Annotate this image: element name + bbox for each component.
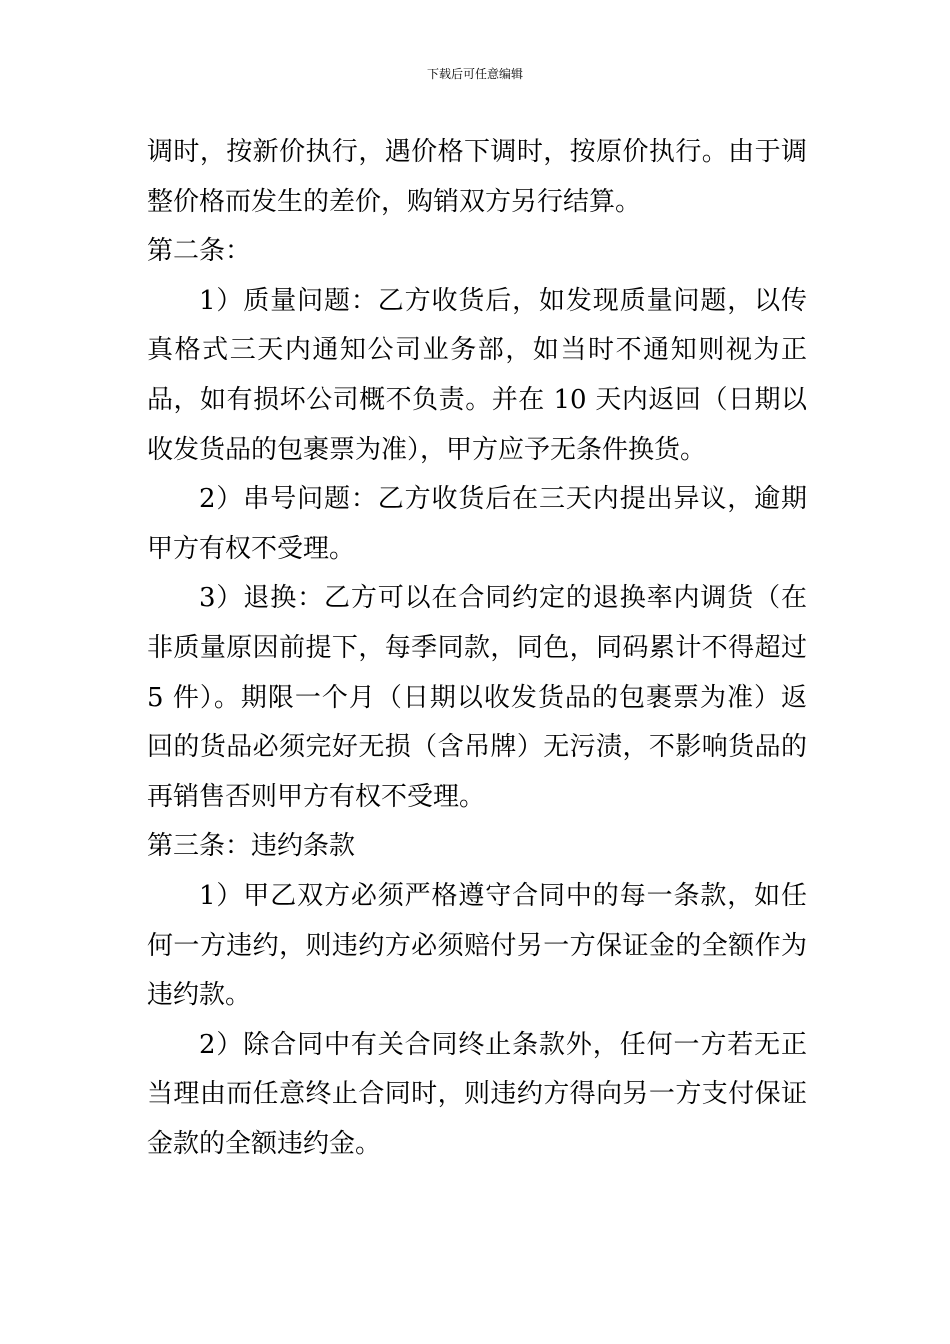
paragraph-breach-two: 2）除合同中有关合同终止条款外，任何一方若无正当理由而任意终止合同时，则违约方得向另一方支付保证金款的全额违约金。 — [147, 1029, 807, 1159]
paragraph-returns-exchange: 3）退换：乙方可以在合同约定的退换率内调货（在非质量原因前提下，每季同款，同色，同码累计不得超过 5 件）。期限一个月（日期以收发货品的包裹票为准）返回的货品必须完好无损（含吊牌）无污渍，不影响货品的再销售否则甲方有权不受理。 — [147, 583, 807, 812]
heading-article-three: 第三条：违约条款 — [147, 831, 356, 862]
paragraph-quality-issue: 1）质量问题：乙方收货后，如发现质量问题，以传真格式三天内通知公司业务部，如当时不通知则视为正品，如有损坏公司概不负责。并在 10 天内返回（日期以收发货品的包裹票为准），甲方应予无条件换货。 — [147, 285, 807, 465]
paragraph-serial-issue: 2）串号问题：乙方收货后在三天内提出异议，逾期甲方有权不受理。 — [147, 484, 807, 564]
contract-body — [147, 128, 807, 1169]
heading-article-two: 第二条： — [147, 236, 252, 267]
page-header: 下载后可任意编辑 — [426, 67, 523, 81]
paragraph-price-adjustment: 调时，按新价执行，遇价格下调时，按原价执行。由于调整价格而发生的差价，购销双方另行结算。 — [147, 137, 807, 217]
paragraph-breach-one: 1）甲乙双方必须严格遵守合同中的每一条款，如任何一方违约，则违约方必须赔付另一方保证金的全额作为违约款。 — [147, 880, 807, 1011]
